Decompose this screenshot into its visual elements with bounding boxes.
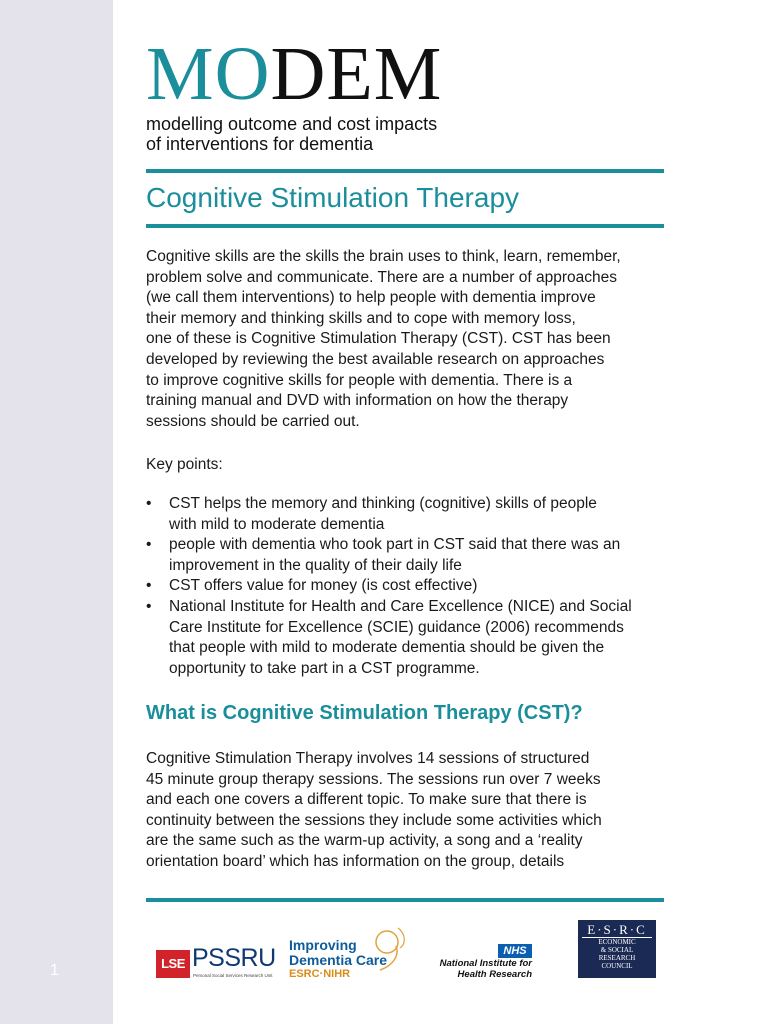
logo-mo: MO: [146, 32, 271, 116]
text-line: their memory and thinking skills and to cope with memory loss,: [146, 309, 576, 327]
bullet-icon: •: [146, 536, 152, 554]
tagline: [146, 114, 437, 154]
text-line: Care Institute for Excellence (SCIE) guidance (2006) recommends: [169, 618, 624, 636]
nihr-line: Health Research: [457, 969, 532, 980]
text-line: improvement in the quality of their daily life: [169, 556, 462, 574]
key-points-label: Key points:: [146, 456, 223, 473]
text-line: (we call them interventions) to help people with dementia improve: [146, 289, 596, 307]
text-line: problem solve and communicate. There are a number of approaches: [146, 268, 618, 286]
text-line: people with dementia who took part in CST said that there was an: [169, 536, 621, 554]
pssru-logo: PSSRU: [192, 944, 276, 972]
list-item: [146, 576, 666, 597]
idc-line: Improving: [289, 937, 357, 953]
bullet-icon: •: [146, 597, 152, 615]
text-line: one of these is Cognitive Stimulation Therapy (CST). CST has been: [146, 330, 611, 348]
text-line: sessions should be carried out.: [146, 412, 360, 430]
page-title: Cognitive Stimulation Therapy: [146, 182, 520, 213]
idc-line: Dementia Care: [289, 952, 388, 968]
tagline-line: of interventions for dementia: [146, 134, 374, 154]
nihr-line: National Institute for: [439, 958, 532, 969]
list-item: [146, 494, 666, 535]
text-line: developed by reviewing the best available research on approaches: [146, 350, 605, 368]
intro-paragraph: [146, 247, 666, 432]
esrc-line: RESEARCH: [598, 954, 636, 962]
logo-dem: DEM: [270, 32, 443, 116]
esrc-line: ECONOMIC: [598, 938, 636, 946]
list-item: [146, 535, 666, 576]
lse-logo: LSE: [156, 950, 190, 978]
list-item: [146, 597, 666, 679]
bullet-icon: •: [146, 495, 152, 512]
divider-title: [146, 224, 664, 228]
section-heading: What is Cognitive Stimulation Therapy (CST)?: [146, 702, 583, 724]
tagline-line: modelling outcome and cost impacts: [146, 114, 438, 134]
text-line: orientation board’ which has information on the group, details: [146, 852, 565, 870]
text-line: Cognitive skills are the skills the brain uses to think, learn, remember,: [146, 248, 621, 265]
divider-footer: [146, 898, 664, 902]
text-line: 45 minute group therapy sessions. The sessions run over 7 weeks: [146, 770, 601, 788]
idc-subtitle: ESRC·NIHR: [289, 968, 351, 980]
bullet-icon: •: [146, 577, 152, 595]
page-number: 1: [50, 962, 59, 979]
swirl-icon: [370, 922, 410, 974]
esrc-title: E·S·R·C: [582, 920, 652, 938]
key-points-list: [146, 494, 666, 679]
esrc-line: COUNCIL: [601, 962, 633, 970]
text-line: training manual and DVD with information on how the therapy: [146, 392, 569, 410]
text-line: CST offers value for money (is cost effective): [169, 577, 478, 595]
divider-top: [146, 169, 664, 173]
modem-logo: [146, 34, 442, 114]
side-bar: [0, 0, 113, 1024]
text-line: Cognitive Stimulation Therapy involves 14 sessions of structured: [146, 750, 590, 767]
text-line: CST helps the memory and thinking (cognitive) skills of people: [169, 495, 597, 512]
text-line: to improve cognitive skills for people with dementia. There is a: [146, 371, 573, 389]
esrc-line: & SOCIAL: [600, 946, 634, 954]
text-line: are the same such as the warm-up activity, a song and a ‘reality: [146, 832, 583, 850]
text-line: that people with mild to moderate dementia should be given the: [169, 639, 605, 657]
nihr-logo: [430, 958, 532, 980]
text-line: National Institute for Health and Care Excellence (NICE) and Social: [169, 597, 632, 615]
text-line: with mild to moderate dementia: [169, 515, 385, 533]
text-line: continuity between the sessions they include some activities which: [146, 811, 602, 829]
esrc-logo: [578, 920, 656, 978]
section-paragraph: [146, 749, 666, 873]
partner-logos: [150, 914, 670, 984]
pssru-subtitle: Personal Social Services Research Unit: [193, 973, 273, 978]
text-line: opportunity to take part in a CST programme.: [169, 659, 480, 677]
nhs-logo: NHS: [498, 944, 532, 958]
text-line: and each one covers a different topic. To make sure that there is: [146, 791, 587, 809]
